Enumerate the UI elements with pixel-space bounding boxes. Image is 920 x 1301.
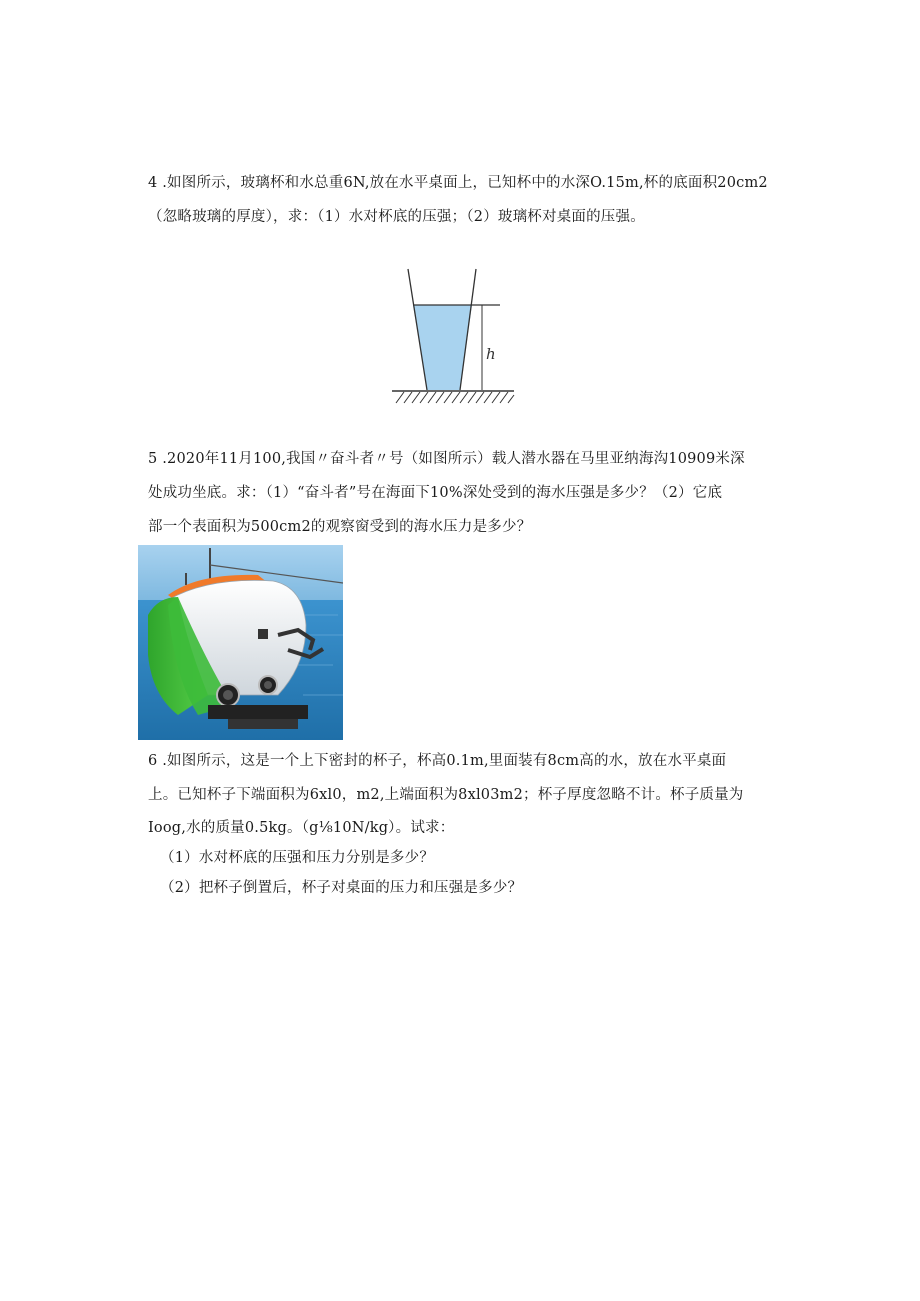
question-5-line-1: 5 .2020年11月100,我国〃奋斗者〃号（如图所示）载人潜水器在马里亚纳海沟10909米深 — [148, 451, 745, 467]
question-5-line-3: 部一个表面积为500cm2的观察窗受到的海水压力是多少？ — [148, 519, 532, 535]
question-5-line-2: 处成功坐底。求：（1）“奋斗者”号在海面下10%深处受到的海水压强是多少？（2）它底 — [148, 485, 723, 501]
question-6-subquestion-1: （1）水对杯底的压强和压力分别是多少？ — [160, 850, 435, 866]
height-label: h — [486, 345, 496, 363]
submersible-photo — [138, 545, 343, 740]
question-6-line-2: 上。已知杯子下端面积为6xl0，m2,上端面积为8xl03m2；杯子厚度忽略不计。杯子质量为 — [148, 787, 744, 803]
water-fill — [413, 305, 472, 390]
question-6-line-1: 6 .如图所示，这是一个上下密封的杯子，杯高0.1m,里面装有8cm高的水，放在水平桌面 — [148, 753, 727, 769]
question-6-line-3: Ioog,水的质量0.5kg。（g⅛10N∕kg）。试求： — [148, 820, 455, 836]
question-6-subquestion-2: （2）把杯子倒置后，杯子对桌面的压力和压强是多少？ — [160, 880, 523, 896]
question-4-line-1: 4 .如图所示，玻璃杯和水总重6N,放在水平桌面上，已知杯中的水深O.15m,杯的底面积20cm2 — [148, 175, 768, 191]
question-4-line-2: （忽略玻璃的厚度），求：（1）水对杯底的压强；（2）玻璃杯对桌面的压强。 — [148, 209, 645, 225]
glass-cup-figure — [390, 265, 520, 410]
